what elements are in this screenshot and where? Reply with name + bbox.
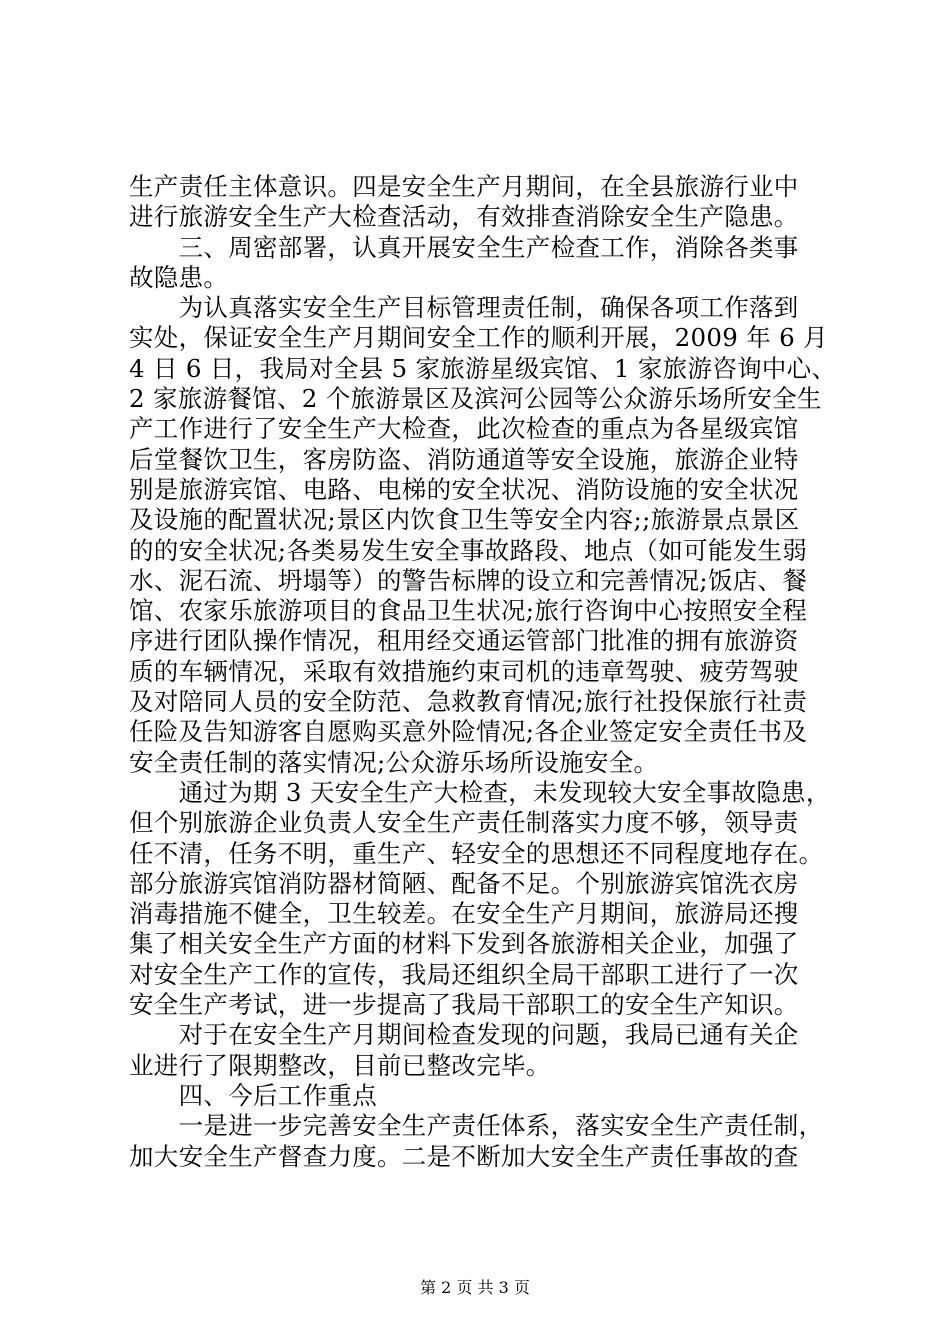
text-line: 部分旅游宾馆消防器材简陋、配备不足。个别旅游宾馆洗衣房 [129, 868, 799, 898]
text-line: 及对陪同人员的安全防范、急救教育情况;旅行社投保旅行社责 [129, 687, 808, 717]
text-line: 集了相关安全生产方面的材料下发到各旅游相关企业，加强了 [129, 929, 799, 959]
text-line: 生产责任主体意识。四是安全生产月期间，在全县旅游行业中 [129, 172, 799, 201]
text-line: 的的安全状况;各类易发生安全事故路段、地点（如可能发生弱 [129, 535, 808, 565]
text-line: 产工作进行了安全生产大检查，此次检查的重点为各星级宾馆 [129, 414, 799, 444]
text-line: 安全生产考试，进一步提高了我局干部职工的安全生产知识。 [129, 990, 799, 1020]
text-line: 故隐患。 [129, 262, 229, 292]
text-line: 质的车辆情况，采取有效措施约束司机的违章驾驶、疲劳驾驶 [129, 656, 799, 686]
text-line: 一是进一步完善安全生产责任体系，落实安全生产责任制， [129, 1111, 824, 1141]
text-line: 为认真落实安全生产目标管理责任制，确保各项工作落到 [129, 293, 799, 323]
text-line: 后堂餐饮卫生，客房防盗、消防通道等安全设施，旅游企业特 [129, 444, 799, 474]
text-line: 通过为期 3 天安全生产大检查，未发现较大安全事故隐患， [129, 777, 831, 807]
text-line: 进行旅游安全生产大检查活动，有效排查消除安全生产隐患。 [129, 202, 799, 232]
text-line: 4 日 6 日，我局对全县 5 家旅游星级宾馆、1 家旅游咨询中心、 [129, 353, 837, 383]
text-line: 对安全生产工作的宣传，我局还组织全局干部职工进行了一次 [129, 959, 799, 989]
page-number-footer: 第 2 页 共 3 页 [420, 1278, 530, 1297]
text-line: 馆、农家乐旅游项目的食品卫生状况;旅行咨询中心按照安全程 [129, 596, 808, 626]
text-line: 业进行了限期整改，目前已整改完毕。 [129, 1050, 551, 1080]
text-line: 任不清，任务不明，重生产、轻安全的思想还不同程度地存在。 [129, 838, 824, 868]
text-line: 别是旅游宾馆、电路、电梯的安全状况、消防设施的安全状况 [129, 474, 799, 504]
text-line: 四、今后工作重点 [129, 1080, 377, 1110]
text-line: 对于在安全生产月期间检查发现的问题，我局已通有关企 [129, 1020, 799, 1050]
text-line: 安全责任制的落实情况;公众游乐场所设施安全。 [129, 747, 659, 777]
text-line: 三、周密部署，认真开展安全生产检查工作，消除各类事 [129, 232, 799, 262]
text-line: 消毒措施不健全，卫生较差。在安全生产月期间，旅游局还搜 [129, 899, 799, 929]
text-line: 任险及告知游客自愿购买意外险情况;各企业签定安全责任书及 [129, 717, 808, 747]
document-body [129, 172, 837, 1172]
text-line: 2 家旅游餐馆、2 个旅游景区及滨河公园等公众游乐场所安全生 [129, 384, 822, 414]
text-line: 加大安全生产督查力度。二是不断加大安全生产责任事故的查 [129, 1141, 799, 1171]
text-line: 序进行团队操作情况，租用经交通运管部门批准的拥有旅游资 [129, 626, 799, 656]
text-line: 实处，保证安全生产月期间安全工作的顺利开展，2009 年 6 月 [129, 323, 828, 353]
text-line: 水、泥石流、坍塌等）的警告标牌的设立和完善情况;饭店、餐 [129, 565, 808, 595]
text-line: 及设施的配置状况;景区内饮食卫生等安全内容;;旅游景点景区 [129, 505, 800, 535]
text-line: 但个别旅游企业负责人安全生产责任制落实力度不够，领导责 [129, 808, 799, 838]
